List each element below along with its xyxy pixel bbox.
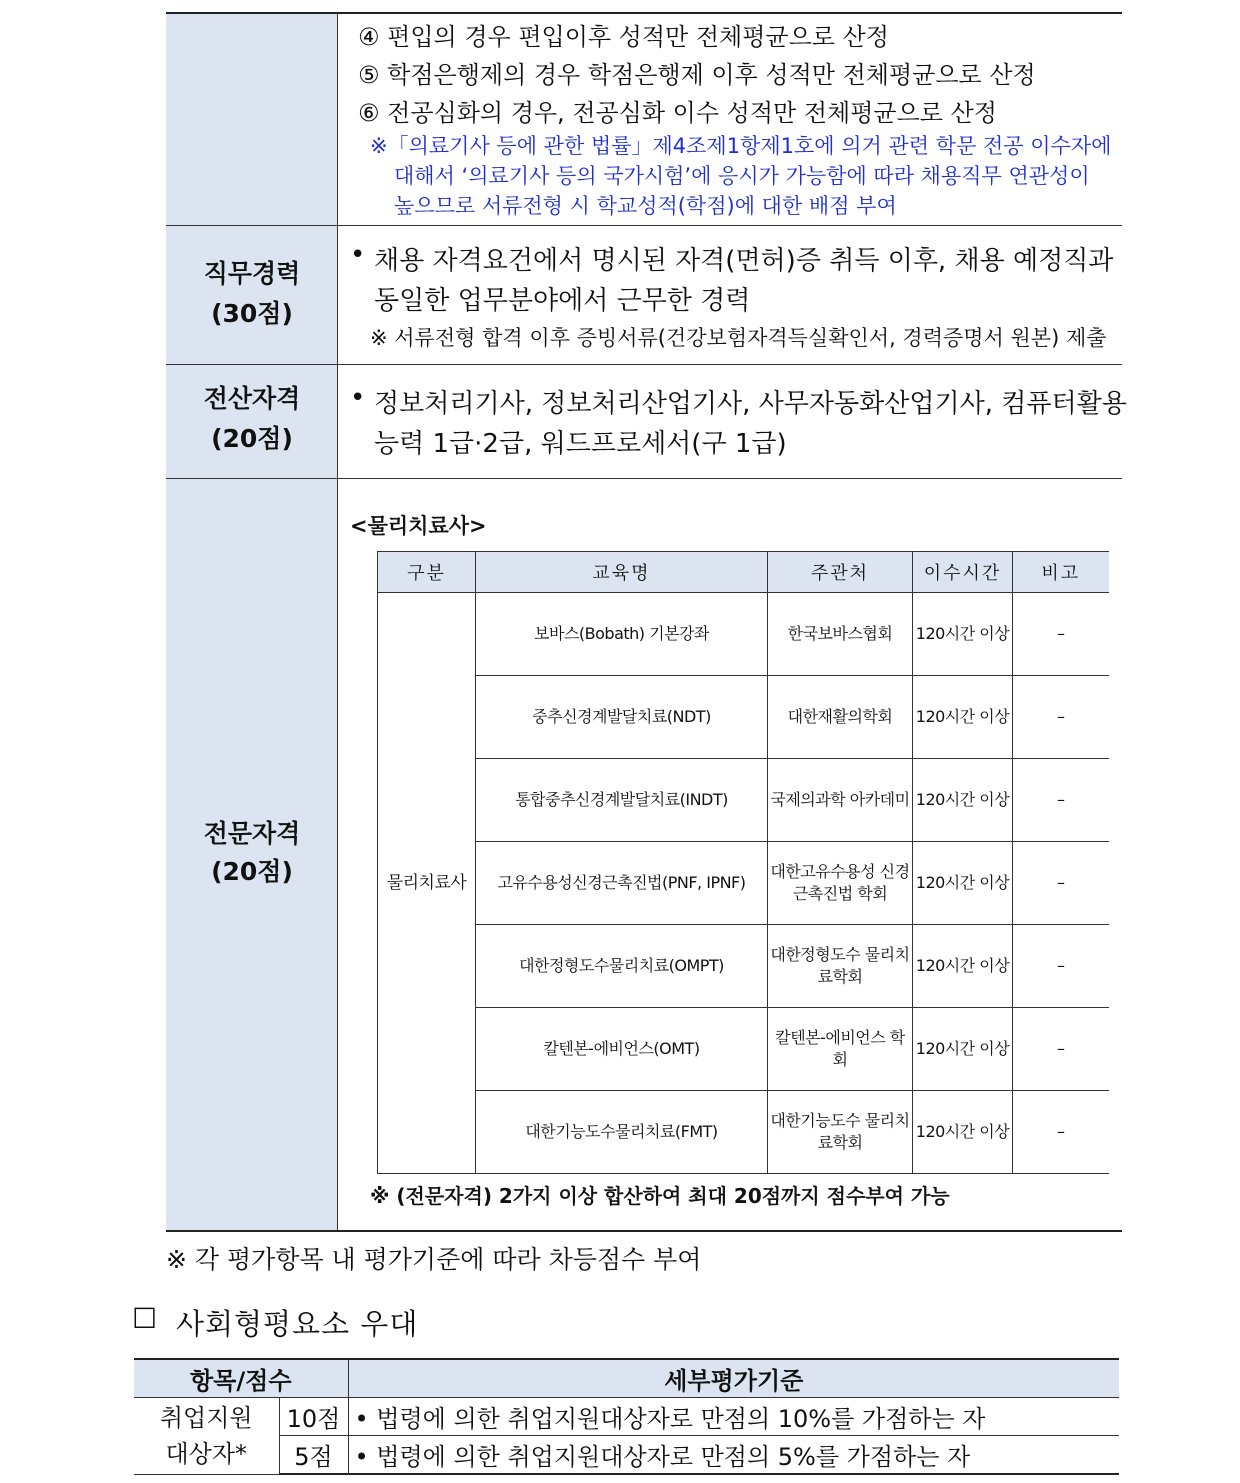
org-cell: 대한정형도수 물리치료학회 xyxy=(768,925,913,1008)
row-border xyxy=(166,478,1122,479)
left-column-bg xyxy=(166,12,338,1231)
course-cell: 대한정형도수물리치료(OMPT) xyxy=(476,925,768,1008)
table-row xyxy=(378,593,1109,676)
hours-cell: 120시간 이상 xyxy=(913,1008,1013,1091)
table-row xyxy=(134,1436,1119,1475)
header-org: 주관처 xyxy=(768,552,913,593)
hours-cell: 120시간 이상 xyxy=(913,593,1013,676)
row-border xyxy=(166,12,1122,14)
score-cell: 10점 xyxy=(279,1398,348,1436)
legal-note-line: 대해서 ‘의료기사 등의 국가시험’에 응시가 가능함에 따라 채용직무 연관성이 xyxy=(394,164,1090,188)
org-cell: 국제의과학 아카데미 xyxy=(768,759,913,842)
table-row xyxy=(378,842,1109,925)
career-desc-line: 동일한 업무분야에서 근무한 경력 xyxy=(374,286,751,316)
note-cell: – xyxy=(1013,759,1109,842)
org-cell: 대한고유수용성 신경근촉진법 학회 xyxy=(768,842,913,925)
note-cell: – xyxy=(1013,1008,1109,1091)
note-cell: – xyxy=(1013,676,1109,759)
social-equity-table xyxy=(134,1358,1119,1475)
career-desc-line: 채용 자격요건에서 명시된 자격(면허)증 취득 이후, 채용 예정직과 xyxy=(374,246,1114,276)
grade-rule-item: ⑤ 학점은행제의 경우 학점은행제 이후 성적만 전체평균으로 산정 xyxy=(358,61,1036,89)
row-border xyxy=(166,364,1122,365)
course-cell: 중추신경계발달치료(NDT) xyxy=(476,676,768,759)
header-item-score: 항목/점수 xyxy=(134,1359,348,1398)
lower-category-cell: 취업지원 대상자* xyxy=(134,1398,279,1475)
category-cell: 물리치료사 xyxy=(378,593,476,1174)
course-cell: 보바스(Bobath) 기본강좌 xyxy=(476,593,768,676)
bullet-icon: • xyxy=(350,240,366,270)
pro-cert-footnote: ※ (전문자격) 2가지 이상 합산하여 최대 20점까지 점수부여 가능 xyxy=(370,1184,950,1208)
header-criteria: 세부평가기준 xyxy=(348,1359,1119,1398)
note-cell: – xyxy=(1013,925,1109,1008)
table-row xyxy=(378,1091,1109,1174)
section-title: 사회형평요소 우대 xyxy=(176,1307,419,1341)
legal-note-line: 높으므로 서류전형 시 학교성적(학점)에 대한 배점 부여 xyxy=(394,194,897,218)
pro-cert-subtitle: <물리치료사> xyxy=(350,514,487,538)
it-cert-score: (20점) xyxy=(211,424,293,453)
checkbox-icon: ☐ xyxy=(132,1302,158,1335)
note-cell: – xyxy=(1013,593,1109,676)
row-border xyxy=(166,1230,1122,1232)
course-cell: 통합중추신경계발달치료(INDT) xyxy=(476,759,768,842)
pro-cert-table xyxy=(377,551,1109,1174)
course-cell: 대한기능도수물리치료(FMT) xyxy=(476,1091,768,1174)
row-border xyxy=(166,225,1122,226)
it-cert-desc-line: 능력 1급·2급, 워드프로세서(구 1급) xyxy=(374,429,787,459)
note-cell: – xyxy=(1013,842,1109,925)
header-note: 비고 xyxy=(1013,552,1109,593)
career-note: ※ 서류전형 합격 이후 증빙서류(건강보험자격득실확인서, 경력증명서 원본) 제출 xyxy=(370,326,1107,350)
org-cell: 한국보바스협회 xyxy=(768,593,913,676)
lower-header-row xyxy=(134,1359,1119,1398)
pro-cert-score: (20점) xyxy=(211,857,293,886)
header-course: 교육명 xyxy=(476,552,768,593)
career-score: (30점) xyxy=(211,299,293,328)
table-row xyxy=(378,676,1109,759)
criteria-cell: • 법령에 의한 취업지원대상자로 만점의 5%를 가점하는 자 xyxy=(348,1436,1119,1475)
table-row xyxy=(378,925,1109,1008)
table-row xyxy=(378,759,1109,842)
org-cell: 대한기능도수 물리치료학회 xyxy=(768,1091,913,1174)
pro-cert-header-row xyxy=(378,552,1109,593)
org-cell: 칼텐본-에비언스 학회 xyxy=(768,1008,913,1091)
org-cell: 대한재활의학회 xyxy=(768,676,913,759)
header-category: 구분 xyxy=(378,552,476,593)
hours-cell: 120시간 이상 xyxy=(913,1091,1013,1174)
course-cell: 칼텐본-에비언스(OMT) xyxy=(476,1008,768,1091)
hours-cell: 120시간 이상 xyxy=(913,925,1013,1008)
general-note: ※ 각 평가항목 내 평가기준에 따라 차등점수 부여 xyxy=(166,1245,702,1274)
pro-cert-label: 전문자격 xyxy=(203,819,301,848)
grade-rule-item: ⑥ 전공심화의 경우, 전공심화 이수 성적만 전체평균으로 산정 xyxy=(358,99,997,127)
grade-rule-item: ④ 편입의 경우 편입이후 성적만 전체평균으로 산정 xyxy=(358,23,889,51)
career-label: 직무경력 xyxy=(203,259,301,288)
course-cell: 고유수용성신경근촉진법(PNF, IPNF) xyxy=(476,842,768,925)
hours-cell: 120시간 이상 xyxy=(913,676,1013,759)
hours-cell: 120시간 이상 xyxy=(913,759,1013,842)
note-cell: – xyxy=(1013,1091,1109,1174)
header-hours: 이수시간 xyxy=(913,552,1013,593)
table-row xyxy=(378,1008,1109,1091)
score-cell: 5점 xyxy=(279,1436,348,1475)
table-row xyxy=(134,1398,1119,1436)
bullet-icon: • xyxy=(350,383,366,413)
criteria-cell: • 법령에 의한 취업지원대상자로 만점의 10%를 가점하는 자 xyxy=(348,1398,1119,1436)
hours-cell: 120시간 이상 xyxy=(913,842,1013,925)
it-cert-desc-line: 정보처리기사, 정보처리산업기사, 사무자동화산업기사, 컴퓨터활용 xyxy=(374,389,1127,419)
it-cert-label: 전산자격 xyxy=(203,384,301,413)
legal-note-line: ※「의료기사 등에 관한 법률」제4조제1항제1호에 의거 관련 학문 전공 이수자에 xyxy=(370,134,1112,158)
